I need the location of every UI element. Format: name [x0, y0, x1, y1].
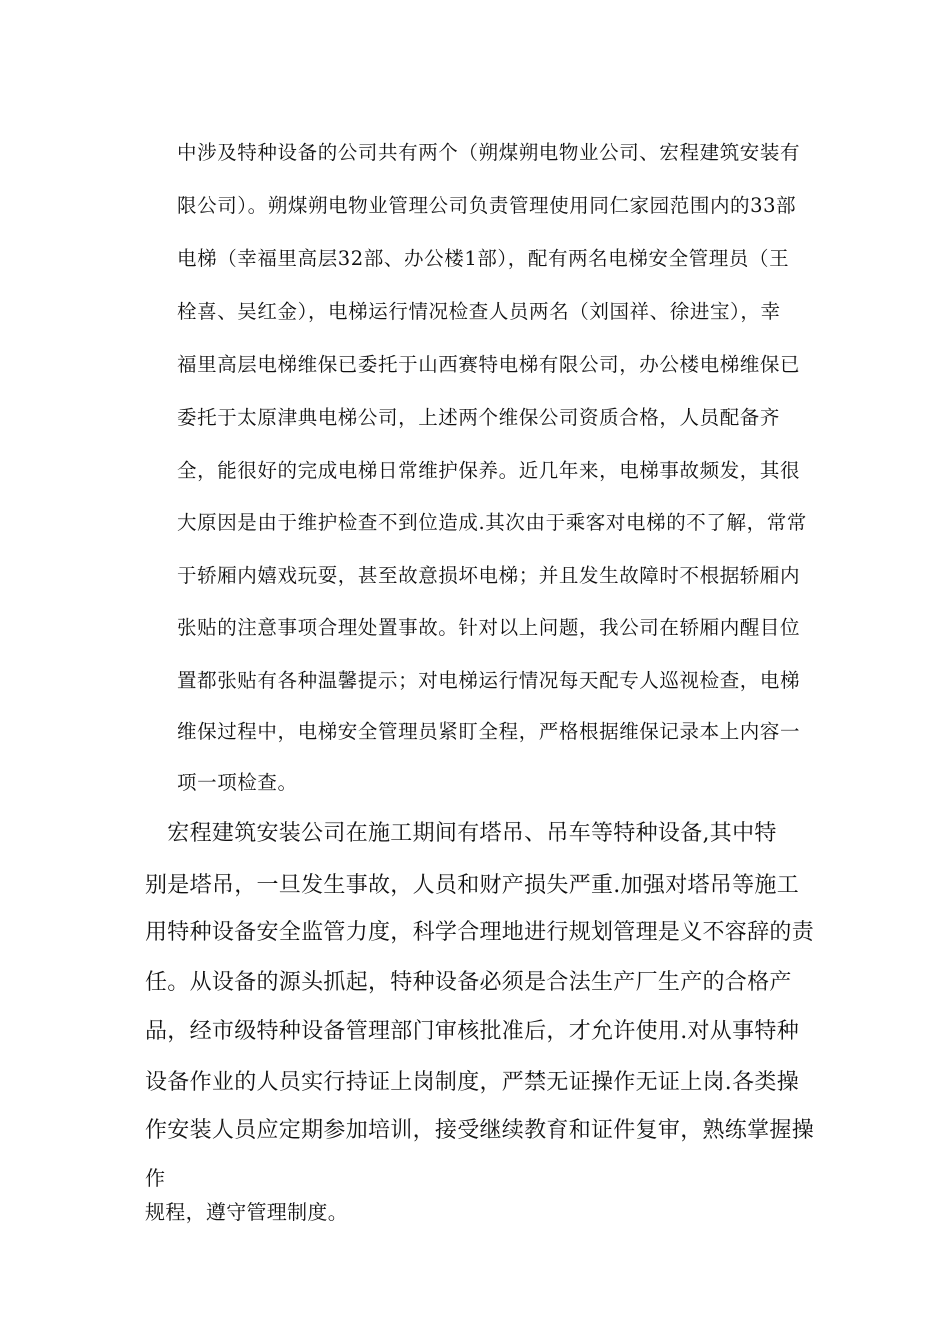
- paragraph-line: 栓喜、吴红金），电梯运行情况检查人员两名（刘国祥、徐进宝），幸: [177, 300, 781, 323]
- paragraph-line: 用特种设备安全监管力度，科学合理地进行规划管理是义不容辞的责: [145, 920, 815, 945]
- paragraph-line: 委托于太原津典电梯公司，上述两个维保公司资质合格，人员配备齐: [177, 406, 781, 429]
- paragraph-line: 中涉及特种设备的公司共有两个（朔煤朔电物业公司、宏程建筑安装有: [177, 141, 801, 164]
- paragraph-line: 福里高层电梯维保已委托于山西赛特电梯有限公司，办公楼电梯维保已: [177, 353, 801, 376]
- paragraph-line: 别是塔吊，一旦发生事故，人员和财产损失严重.加强对塔吊等施工: [145, 873, 799, 898]
- paragraph-line: 限公司）。朔煤朔电物业管理公司负责管理使用同仁家园范围内的33部: [177, 194, 797, 217]
- paragraph-line: 宏程建筑安装公司在施工期间有塔吊、吊车等特种设备,其中特: [145, 821, 777, 846]
- paragraph-line: 电梯（幸福里高层32部、办公楼1部），配有两名电梯安全管理员（王: [177, 247, 790, 270]
- paragraph-line: 作: [145, 1166, 166, 1190]
- paragraph-line: 规程，遵守管理制度。: [145, 1200, 348, 1224]
- paragraph-line: 全，能很好的完成电梯日常维护保养。近几年来，电梯事故频发，其很: [177, 459, 801, 482]
- paragraph-line: 维保过程中，电梯安全管理员紧盯全程，严格根据维保记录本上内容一: [177, 720, 801, 743]
- paragraph-line: 项一项检查。: [177, 771, 298, 794]
- paragraph-line: 于轿厢内嬉戏玩耍，甚至故意损坏电梯；并且发生故障时不根据轿厢内: [177, 564, 801, 587]
- paragraph-line: 任。从设备的源头抓起，特种设备必须是合法生产厂生产的合格产: [145, 970, 792, 995]
- paragraph-line: 大原因是由于维护检查不到位造成.其次由于乘客对电梯的不了解，常常: [177, 511, 807, 534]
- paragraph-line: 作安装人员应定期参加培训，接受继续教育和证件复审，熟练掌握操: [145, 1118, 815, 1143]
- paragraph-line: 品，经市级特种设备管理部门审核批准后，才允许使用.对从事特种: [145, 1019, 799, 1044]
- paragraph-line: 张贴的注意事项合理处置事故。针对以上问题，我公司在轿厢内醒目位: [177, 616, 801, 639]
- paragraph-line: 置都张贴有各种温馨提示；对电梯运行情况每天配专人巡视检查，电梯: [177, 669, 801, 692]
- paragraph-line: 设备作业的人员实行持证上岗制度，严禁无证操作无证上岗.各类操: [145, 1070, 799, 1095]
